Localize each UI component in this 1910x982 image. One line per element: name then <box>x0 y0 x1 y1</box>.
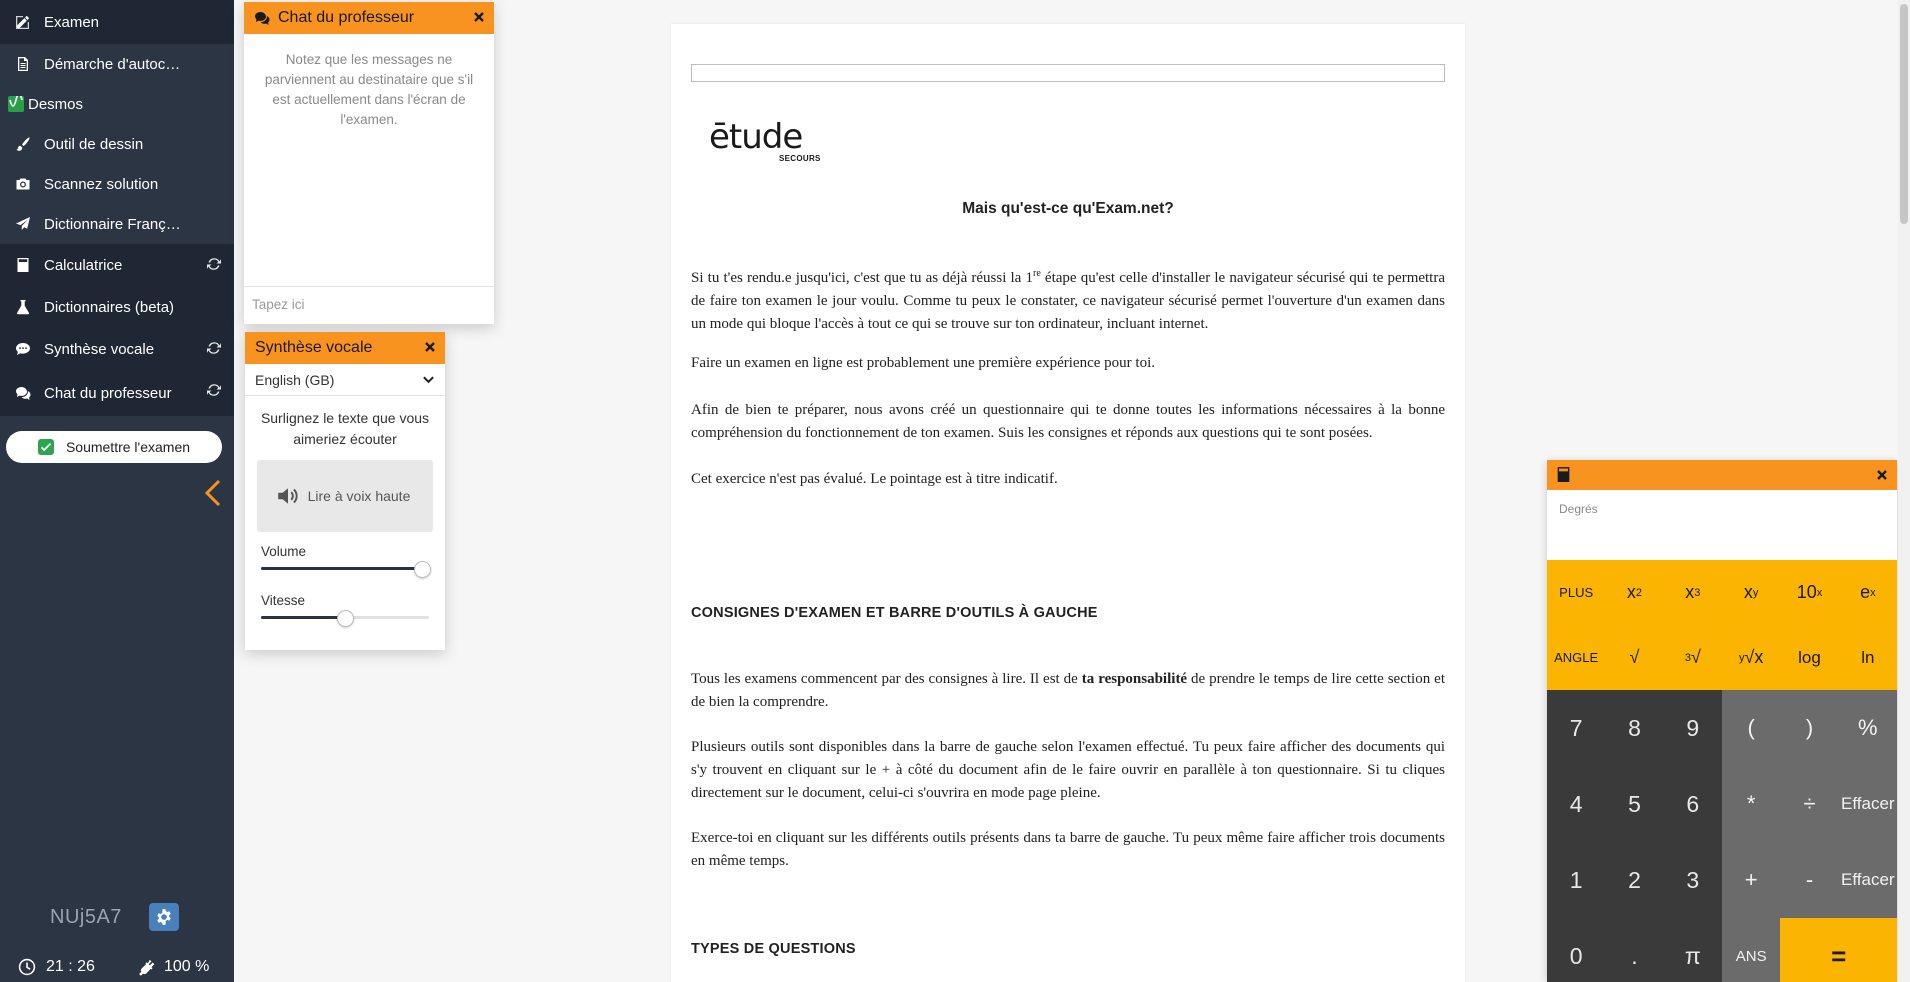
key-clear[interactable]: Effacer <box>1839 766 1897 842</box>
sidebar-item-label: Chat du professeur <box>44 384 172 402</box>
submit-exam-label: Soumettre l'examen <box>65 439 191 455</box>
chat-note: Notez que les messages ne parviennent au destinataire que s'il est actuellement dans l'écran de l'examen. <box>264 52 474 127</box>
speed-label: Vitesse <box>261 593 306 608</box>
sidebar-item-dictionnaire-francais[interactable] <box>0 204 234 244</box>
close-icon[interactable] <box>423 340 437 354</box>
sidebar-item-desmos[interactable] <box>0 84 234 124</box>
document-title: Mais qu'est-ce qu'Exam.net? <box>962 200 1174 217</box>
refresh-icon[interactable] <box>206 382 222 398</box>
sidebar-item-label: Outil de dessin <box>44 135 144 153</box>
power-plug-icon <box>138 958 156 976</box>
chat-icon <box>14 384 32 402</box>
sidebar-item-demarche[interactable] <box>0 44 234 84</box>
exam-document <box>671 24 1465 982</box>
key-3[interactable]: 3 <box>1664 842 1722 918</box>
sidebar-item-label: Synthèse vocale <box>44 340 155 358</box>
heading-types-questions: TYPES DE QUESTIONS <box>691 941 856 957</box>
check-icon <box>38 439 54 455</box>
read-aloud-label: Lire à voix haute <box>307 488 411 504</box>
read-aloud-button[interactable] <box>257 460 433 532</box>
key-7[interactable]: 7 <box>1547 690 1605 766</box>
sidebar-item-label: Desmos <box>28 95 84 113</box>
key-clear-all[interactable]: Effacer <box>1839 842 1897 918</box>
flask-icon <box>14 298 32 316</box>
calculator-display[interactable] <box>1547 490 1897 560</box>
battery-status <box>138 958 209 976</box>
sidebar-item-label: Scannez solution <box>44 175 159 193</box>
key-8[interactable]: 8 <box>1605 690 1663 766</box>
heading-consignes: CONSIGNES D'EXAMEN ET BARRE D'OUTILS À GAUCHE <box>691 605 1098 621</box>
angle-mode: Degrés <box>1559 502 1598 516</box>
chat-icon <box>254 10 270 26</box>
paragraph-preparation: Afin de bien te préparer, nous avons créé un questionnaire qui te donne toutes les informations nécessaires à la bonne compréhension du fonctionnement de ton examen. Suis les consignes et réponds aux questions qui te sont posées. <box>691 402 1445 441</box>
paragraph-not-graded: Cet exercice n'est pas évalué. Le pointage est à titre indicatif. <box>691 471 1058 487</box>
key-divide[interactable]: ÷ <box>1780 766 1838 842</box>
desmos-icon <box>8 96 24 112</box>
page-scrollbar[interactable] <box>1898 0 1910 982</box>
key-open-paren[interactable]: ( <box>1722 690 1780 766</box>
key-add[interactable]: + <box>1722 842 1780 918</box>
key-ten-power[interactable]: 10 x <box>1780 560 1838 625</box>
clock-icon <box>18 958 36 976</box>
calculator-panel <box>1547 460 1897 980</box>
sidebar-item-label: Dictionnaires (beta) <box>44 298 175 316</box>
close-icon[interactable] <box>472 10 486 24</box>
sidebar-item-label: Calculatrice <box>44 256 123 274</box>
refresh-icon[interactable] <box>206 340 222 356</box>
paragraph-intro: Si tu t'es rendu.e jusqu'ici, c'est que tu as déjà réussi la 1re étape qu'est celle d'installer le navigateur sécurisé qui te permettra de faire ton examen le jour voulu. Comme tu peux le constater, ce navigateur sécurisé permet l'ouverture d'un examen dans un mode qui bloque l'accès à tout ce qui se trouve sur ton ordinateur, incluant internet. <box>691 268 1446 332</box>
key-sqrt[interactable]: √ <box>1605 625 1663 690</box>
gear-icon[interactable] <box>149 903 179 931</box>
sidebar-item-label: Dictionnaire Franç… <box>44 215 181 233</box>
sidebar-item-synthese-vocale[interactable] <box>0 328 234 370</box>
paragraph-experience: Faire un examen en ligne est probablement une première expérience pour toi. <box>691 355 1155 371</box>
sidebar-item-scannez[interactable] <box>0 164 234 204</box>
speech-bubble-icon <box>14 340 32 358</box>
sidebar <box>0 0 234 982</box>
key-cube[interactable]: x 3 <box>1664 560 1722 625</box>
speaker-icon <box>275 483 301 509</box>
volume-slider[interactable] <box>261 561 429 577</box>
key-ln[interactable]: ln <box>1839 625 1897 690</box>
key-ans[interactable]: ANS <box>1722 918 1780 982</box>
document-header-bar <box>691 64 1445 82</box>
key-4[interactable]: 4 <box>1547 766 1605 842</box>
chevron-down-icon <box>422 373 435 386</box>
paragraph-responsibility: Tous les examens commencent par des consignes à lire. Il est de ta responsabilité de prendre le temps de lire cette section et de bien la comprendre. <box>691 671 1445 710</box>
calculator-keypad <box>1547 560 1897 982</box>
sidebar-item-outil-dessin[interactable] <box>0 124 234 164</box>
key-5[interactable]: 5 <box>1605 766 1663 842</box>
collapse-sidebar-icon[interactable] <box>202 478 224 508</box>
document-icon <box>14 55 32 73</box>
key-6[interactable]: 6 <box>1664 766 1722 842</box>
clock <box>18 958 95 976</box>
battery-level: 100 % <box>164 958 210 975</box>
calculator-icon <box>1555 466 1572 483</box>
key-exp[interactable]: e x <box>1839 560 1897 625</box>
key-equals[interactable]: = <box>1780 918 1897 982</box>
sidebar-item-label: Démarche d'autoc… <box>44 55 181 73</box>
key-0[interactable]: 0 <box>1547 918 1605 982</box>
exam-code: NUj5A7 <box>50 906 122 928</box>
scrollbar-thumb[interactable] <box>1900 4 1908 224</box>
submit-exam-button[interactable] <box>6 431 222 463</box>
key-angle[interactable]: ANGLE <box>1547 625 1605 690</box>
etude-logo: ētude SECOURS <box>709 117 821 163</box>
tts-panel <box>245 332 445 650</box>
chat-panel <box>244 2 494 324</box>
key-close-paren[interactable]: ) <box>1780 690 1838 766</box>
chat-panel-title: Chat du professeur <box>278 9 415 26</box>
sidebar-item-dictionnaires-beta[interactable] <box>0 286 234 328</box>
calculator-icon <box>14 256 32 274</box>
language-select[interactable] <box>245 364 445 396</box>
volume-label: Volume <box>261 544 307 559</box>
key-decimal[interactable]: . <box>1605 918 1663 982</box>
key-plus[interactable]: PLUS <box>1547 560 1605 625</box>
key-pi[interactable]: π <box>1664 918 1722 982</box>
refresh-icon[interactable] <box>206 256 222 272</box>
paper-plane-icon <box>14 215 32 233</box>
key-nth-root[interactable]: y √x <box>1722 625 1780 690</box>
key-subtract[interactable]: - <box>1780 842 1838 918</box>
key-cube-root[interactable]: 3 √ <box>1664 625 1722 690</box>
sidebar-item-examen[interactable] <box>0 0 234 44</box>
brush-icon <box>14 135 32 153</box>
key-log[interactable]: log <box>1780 625 1838 690</box>
chat-input[interactable]: Tapez ici <box>244 286 494 324</box>
close-icon[interactable] <box>1875 468 1889 487</box>
tts-hint: Surlignez le texte que vous aimeriez écouter <box>260 410 430 447</box>
key-percent[interactable]: % <box>1839 690 1897 766</box>
key-multiply[interactable]: * <box>1722 766 1780 842</box>
key-power[interactable]: x y <box>1722 560 1780 625</box>
speed-slider[interactable] <box>261 610 429 626</box>
chat-panel-header[interactable] <box>244 2 494 34</box>
sidebar-item-label: Examen <box>44 13 100 31</box>
key-square[interactable]: x 2 <box>1605 560 1663 625</box>
sidebar-item-calculatrice[interactable] <box>0 244 234 286</box>
tts-panel-header[interactable] <box>245 332 445 364</box>
tts-panel-title: Synthèse vocale <box>255 339 373 356</box>
speed-slider-handle[interactable] <box>337 610 354 627</box>
key-9[interactable]: 9 <box>1664 690 1722 766</box>
sidebar-item-chat-professeur[interactable] <box>0 370 234 416</box>
camera-icon <box>14 175 32 193</box>
language-value: English (GB) <box>255 371 335 388</box>
key-2[interactable]: 2 <box>1605 842 1663 918</box>
paragraph-tools: Plusieurs outils sont disponibles dans la barre de gauche selon l'examen effectué. Tu peux faire afficher des documents qui s'y trouvent en cliquant sur le + à côté du document afin de le faire ouvrir en parallèle à ton questionnaire. Si tu cliques directement sur le document, celui-ci s'ouvrira en mode page pleine. <box>691 739 1445 801</box>
clock-time: 21 : 26 <box>46 958 95 975</box>
edit-icon <box>14 13 32 31</box>
key-1[interactable]: 1 <box>1547 842 1605 918</box>
paragraph-exercise: Exerce-toi en cliquant sur les différents outils présents dans ta barre de gauche. Tu peux même faire afficher trois documents en même temps. <box>691 830 1445 869</box>
calculator-header[interactable] <box>1547 460 1897 490</box>
volume-slider-handle[interactable] <box>414 561 431 578</box>
